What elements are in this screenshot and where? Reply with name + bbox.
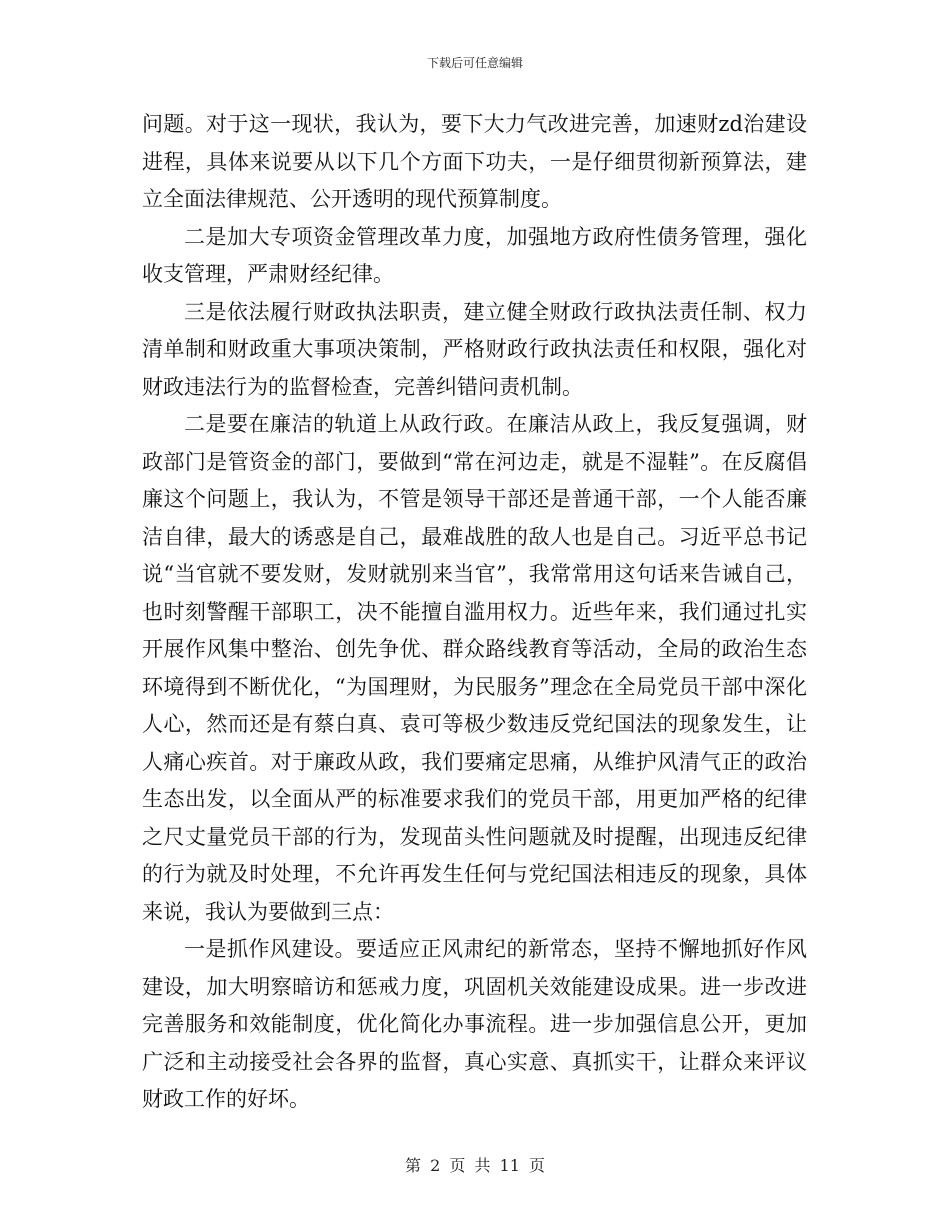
- paragraph-continuation: 问题。对于这一现状，我认为，要下大力气改进完善，加速财zd治建设进程，具体来说要从以下几个方面下功夫，一是仔细贯彻新预算法，建立全面法律规范、公开透明的现代预算制度。: [142, 112, 807, 211]
- page-number-footer: 第 2 页 共 11 页: [405, 1156, 545, 1175]
- paragraph: 一是抓作风建设。要适应正风肃纪的新常态，坚持不懈地抓好作风建设，加大明察暗访和惩戒力度，巩固机关效能建设成果。进一步改进完善服务和效能制度，优化简化办事流程。进一步加强信息公开，更加广泛和主动接受社会各界的监督，真心实意、真抓实干，让群众来评议财政工作的好坏。: [142, 937, 807, 1111]
- paragraph: 二是要在廉洁的轨道上从政行政。在廉洁从政上，我反复强调，财政部门是管资金的部门，要做到“常在河边走，就是不湿鞋”。在反腐倡廉这个问题上，我认为，不管是领导干部还是普通干部，一个人能否廉洁自律，最大的诱惑是自己，最难战胜的敌人也是自己。习近平总书记说“当官就不要发财，发财就别来当官”，我常常用这句话来告诫自己，也时刻警醒干部职工，决不能擅自滥用权力。近些年来，我们通过扎实开展作风集中整治、创先争优、群众路线教育等活动，全局的政治生态环境得到不断优化，“为国理财，为民服务”理念在全局党员干部中深化人心，然而还是有蔡白真、袁可等极少数违反党纪国法的现象发生，让人痛心疾首。对于廉政从政，我们要痛定思痛，从维护风清气正的政治生态出发，以全面从严的标准要求我们的党员干部，用更加严格的纪律之尺丈量党员干部的行为，发现苗头性问题就及时提醒，出现违反纪律的行为就及时处理，不允许再发生任何与党纪国法相违反的现象，具体来说，我认为要做到三点：: [142, 412, 807, 924]
- document-body: [142, 106, 807, 1119]
- page-header: 下载后可任意编辑: [426, 56, 523, 70]
- paragraph: 二是加大专项资金管理改革力度，加强地方政府性债务管理，强化收支管理，严肃财经纪律。: [142, 224, 807, 286]
- paragraph: 三是依法履行财政执法职责，建立健全财政行政执法责任制、权力清单制和财政重大事项决策制，严格财政行政执法责任和权限，强化对财政违法行为的监督检查，完善纠错问责机制。: [142, 299, 807, 399]
